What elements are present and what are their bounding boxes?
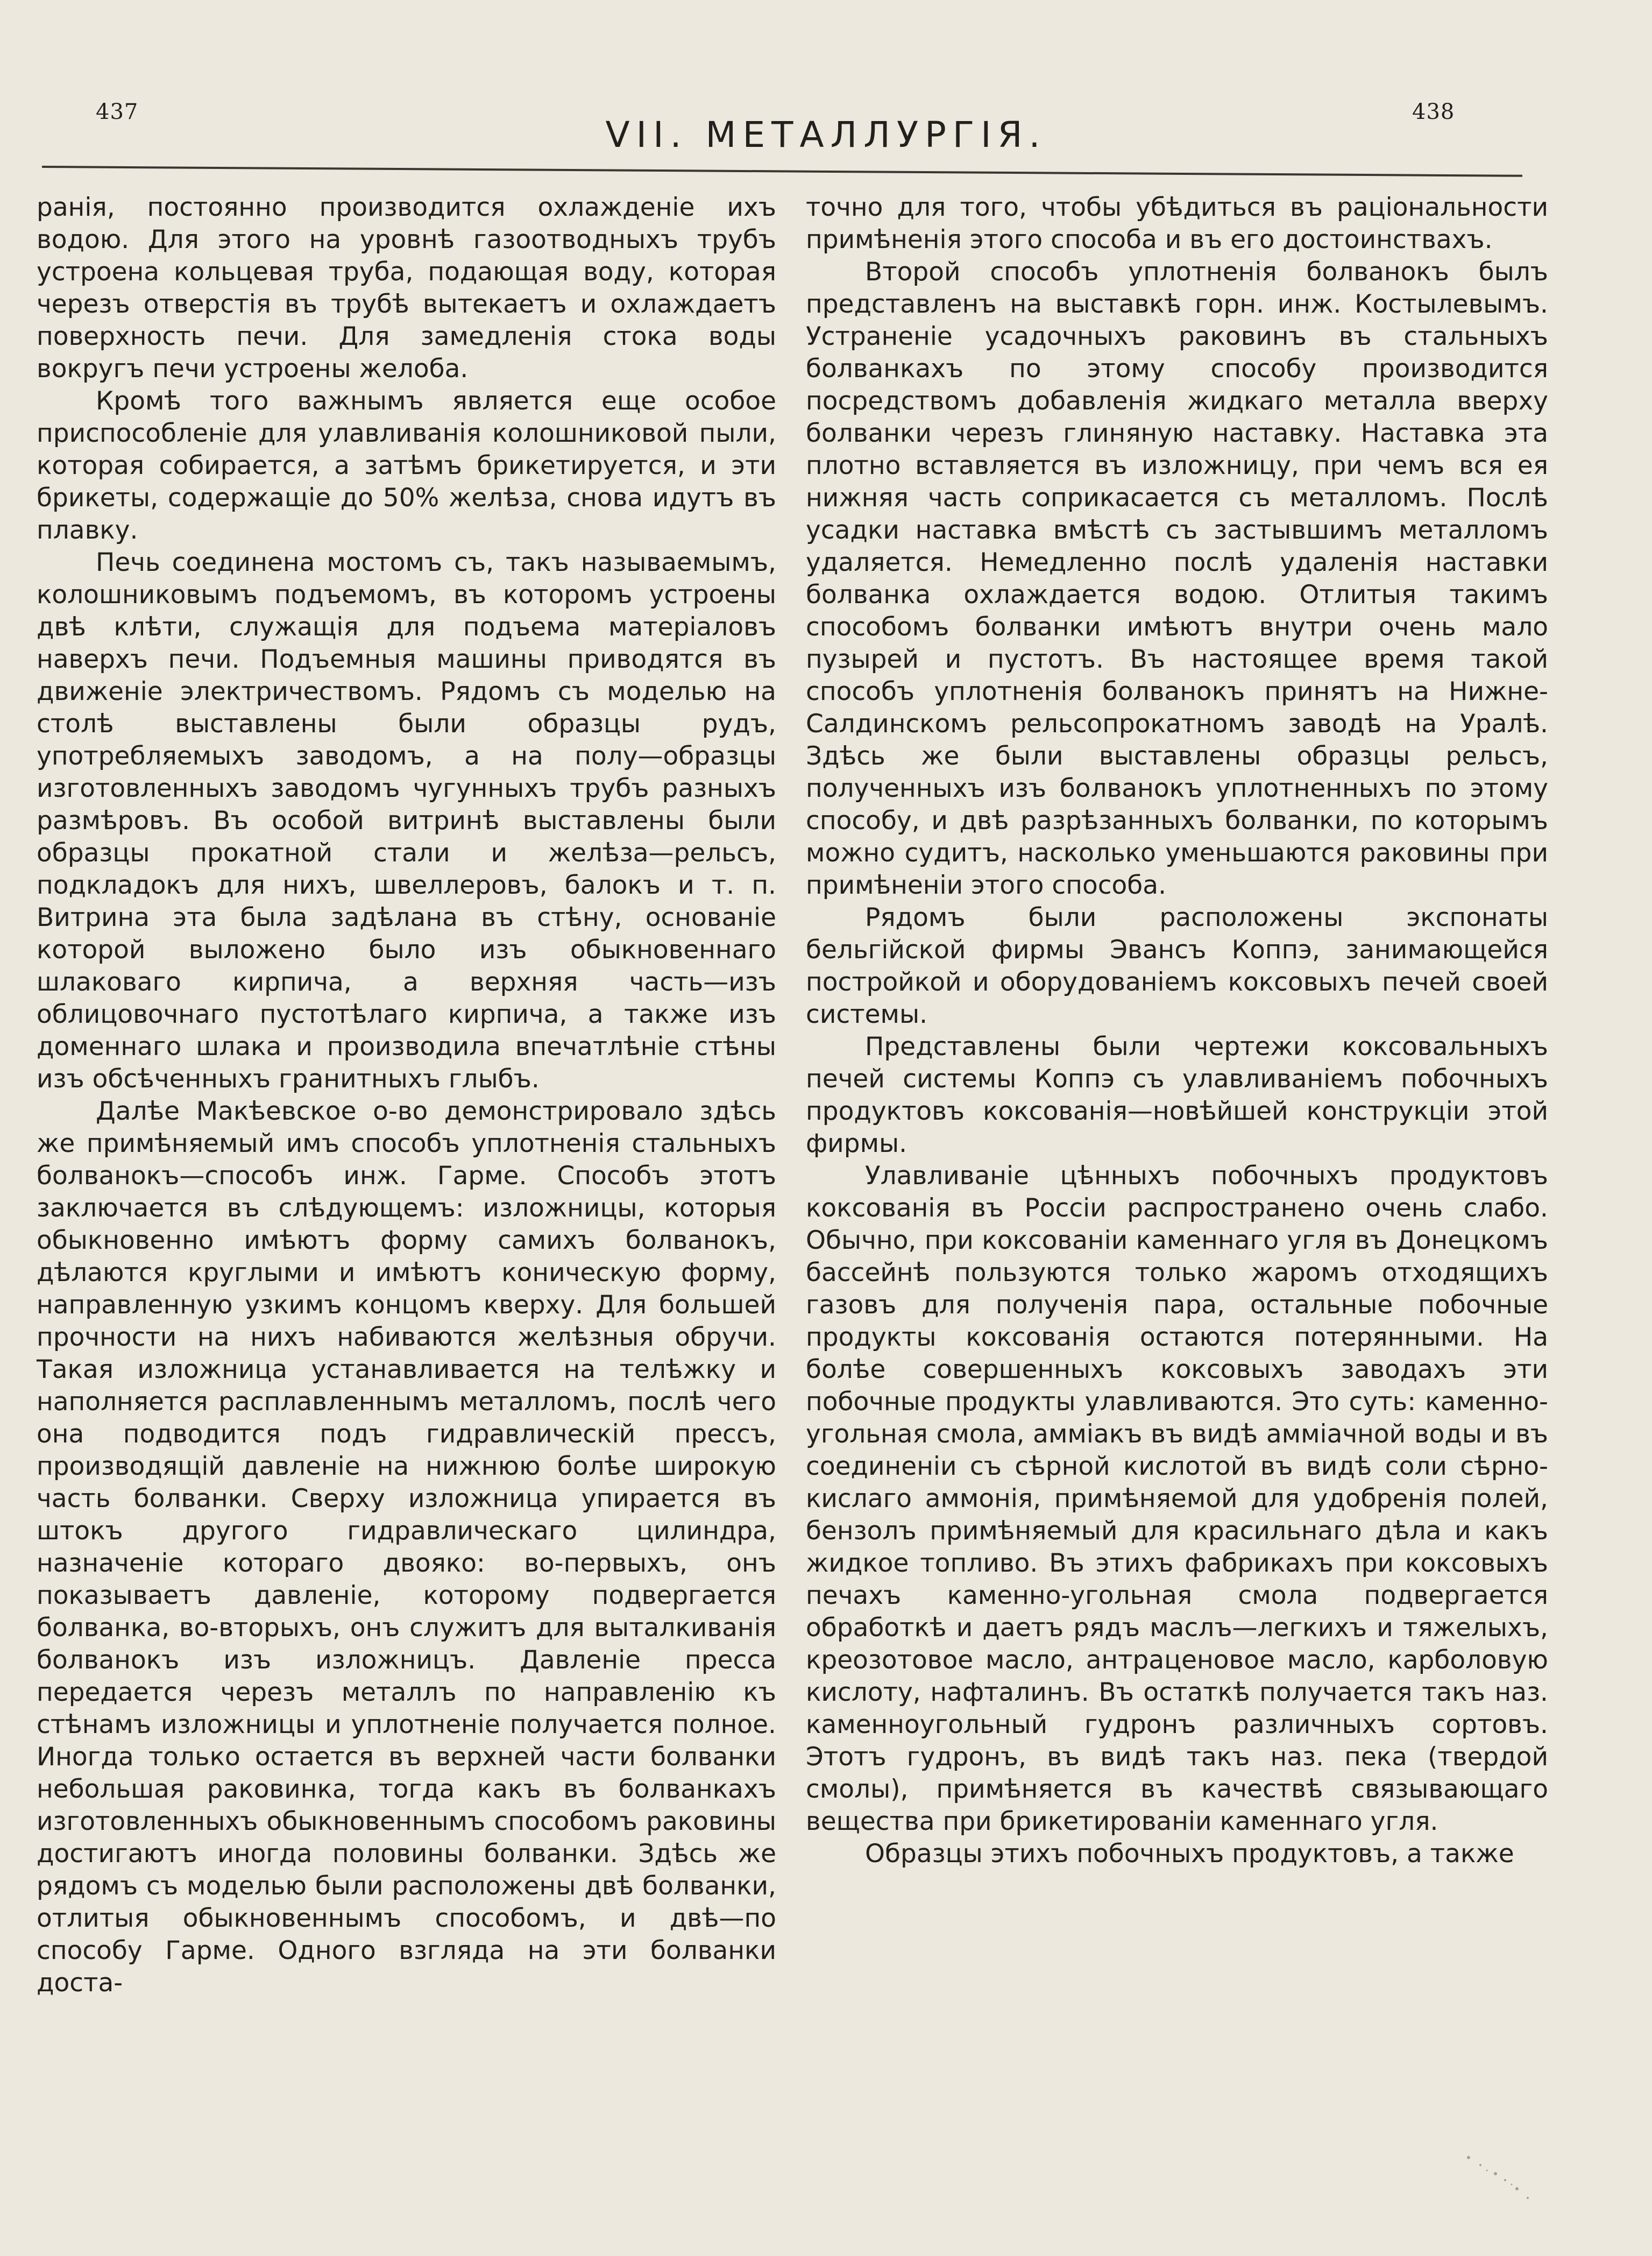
right-column (806, 192, 1548, 1870)
running-head-title: VII. МЕТАЛЛУРГІЯ. (605, 114, 1047, 155)
paragraph: Кромѣ того важнымъ является еще особое приспособленіе для улавливанія колошниковой пыли, которая собирается, а затѣмъ брикетируется, и эти брикеты, содержащіе до 50% желѣза, снова идутъ въ плавку. (37, 386, 776, 545)
paragraph: Печь соединена мостомъ съ, такъ называемымъ, колошниковымъ подъемомъ, въ которомъ устроены двѣ клѣти, служащія для подъема матеріаловъ наверхъ печи. Подъемныя машины приводятся въ движеніе электричествомъ. Рядомъ съ моделью на столѣ выставлены были образцы рудъ, употребляемыхъ заводомъ, а на полу—образцы изготовленныхъ заводомъ чугунныхъ трубъ разныхъ размѣровъ. Въ особой витринѣ выставлены были образцы прокатной стали и желѣза—рельсъ, подкладокъ для нихъ, швеллеровъ, балокъ и т. п. Витрина эта была задѣлана въ стѣну, основаніе которой выложено было изъ обыкновеннаго шлаковаго кирпича, а верхняя часть—изъ облицовочнаго пустотѣлаго кирпича, а также изъ доменнаго шлака и производила впечатлѣніе стѣны изъ обсѣченныхъ гранитныхъ глыбъ. (37, 548, 776, 1094)
paragraph: Второй способъ уплотненія болванокъ былъ представленъ на выставкѣ горн. инж. Костылевымъ. Устраненіе усадочныхъ раковинъ въ стальныхъ болванкахъ по этому способу производится посредствомъ добавленія жидкаго металла вверху болванки черезъ глиняную наставку. Наставка эта плотно вставляется въ изложницу, при чемъ вся ея нижняя часть соприкасается съ металломъ. Послѣ усадки наставка вмѣстѣ съ застывшимъ металломъ удаляется. Немедленно послѣ удаленія наставки болванка охлаждается водою. Отлитыя такимъ способомъ болванки имѣютъ внутри очень мало пузырей и пустотъ. Въ настоящее время такой способъ уплотненія болванокъ принятъ на Нижне-Салдинскомъ рельсопрокатномъ заводѣ на Уралѣ. Здѣсь же были выставлены образцы рельсъ, полученныхъ изъ болванокъ уплотненныхъ по этому способу, и двѣ разрѣзанныхъ болванки, по которымъ можно судитъ, насколько уменьшаются раковины при примѣненіи этого способа. (806, 257, 1548, 900)
paragraph: ранія, постоянно производится охлажденіе ихъ водою. Для этого на уровнѣ газоотводныхъ трубъ устроена кольцевая труба, подающая воду, которая черезъ отверстія въ трубѣ вытекаетъ и охлаждаетъ поверхность печи. Для замедленія стока воды вокругъ печи устроены желоба. (37, 193, 776, 384)
paragraph: Далѣе Макѣевское о-во демонстрировало здѣсь же примѣняемый имъ способъ уплотненія стальныхъ болванокъ—способъ инж. Гарме. Способъ этотъ заключается въ слѣдующемъ: изложницы, которыя обыкновенно имѣютъ форму самихъ болванокъ, дѣлаются круглыми и имѣютъ коническую форму, направленную узкимъ концомъ кверху. Для большей прочности на нихъ набиваются желѣзныя обручи. Такая изложница устанавливается на телѣжку и наполняется расплавленнымъ металломъ, послѣ чего она подводится подъ гидравлическій прессъ, производящій давленіе на нижнюю болѣе широкую часть болванки. Сверху изложница упирается въ штокъ другого гидравлическаго цилиндра, назначеніе котораго двояко: во-первыхъ, онъ показываетъ давленіе, которому подвергается болванка, во-вторыхъ, онъ служитъ для выталкиванія болванокъ изъ изложницъ. Давленіе пресса передается черезъ металлъ по направленію къ стѣнамъ изложницы и уплотненіе получается полное. Иногда только остается въ верхней части болванки небольшая раковинка, тогда какъ въ болванкахъ изготовленныхъ обыкновеннымъ способомъ раковины достигаютъ иногда половины болванки. Здѣсь же рядомъ съ моделью были расположены двѣ болванки, отлитыя обыкновеннымъ способомъ, и двѣ—по способу Гарме. Одного взгляда на эти болванки доста- (37, 1097, 776, 1998)
paragraph: Образцы этихъ побочныхъ продуктовъ, а также (865, 1839, 1514, 1869)
paragraph: Рядомъ были расположены экспонаты бельгійской фирмы Эвансъ Коппэ, занимающейся постройкой и оборудованіемъ коксовыхъ печей своей системы. (806, 903, 1548, 1029)
paper-blemish (1452, 2147, 1538, 2206)
header-rule (42, 166, 1522, 177)
paragraph: точно для того, чтобы убѣдиться въ раціональности примѣненія этого способа и въ его достоинствахъ. (806, 193, 1548, 254)
page-number-left: 437 (96, 100, 139, 124)
paragraph: Представлены были чертежи коксовальныхъ печей системы Коппэ съ улавливаніемъ побочныхъ продуктовъ коксованія—новѣйшей конструкціи этой фирмы. (806, 1032, 1548, 1158)
paragraph: Улавливаніе цѣнныхъ побочныхъ продуктовъ коксованія въ Россіи распространено очень слабо. Обычно, при коксованіи каменнаго угля въ Донецкомъ бассейнѣ пользуются только жаромъ отходящихъ газовъ для полученія пара, остальные побочные продукты коксованія остаются потерянными. На болѣе совершенныхъ коксовыхъ заводахъ эти побочные продукты улавливаются. Это суть: каменно-угольная смола, амміакъ въ видѣ амміачной воды и въ соединеніи съ сѣрной кислотой въ видѣ соли сѣрно-кислаго аммонія, примѣняемой для удобренія полей, бензолъ примѣняемый для красильнаго дѣла и какъ жидкое топливо. Въ этихъ фабрикахъ при коксовыхъ печахъ каменно-угольная смола подвергается обработкѣ и даетъ рядъ маслъ—легкихъ и тяжелыхъ, креозотовое масло, антраценовое масло, карболовую кислоту, нафталинъ. Въ остаткѣ получается такъ наз. каменноугольный гудронъ различныхъ сортовъ. Этотъ гудронъ, въ видѣ такъ наз. пека (твердой смолы), примѣняется въ качествѣ связывающаго вещества при брикетированіи каменнаго угля. (806, 1161, 1548, 1836)
page-number-right: 438 (1412, 100, 1455, 124)
left-column (37, 192, 776, 1999)
